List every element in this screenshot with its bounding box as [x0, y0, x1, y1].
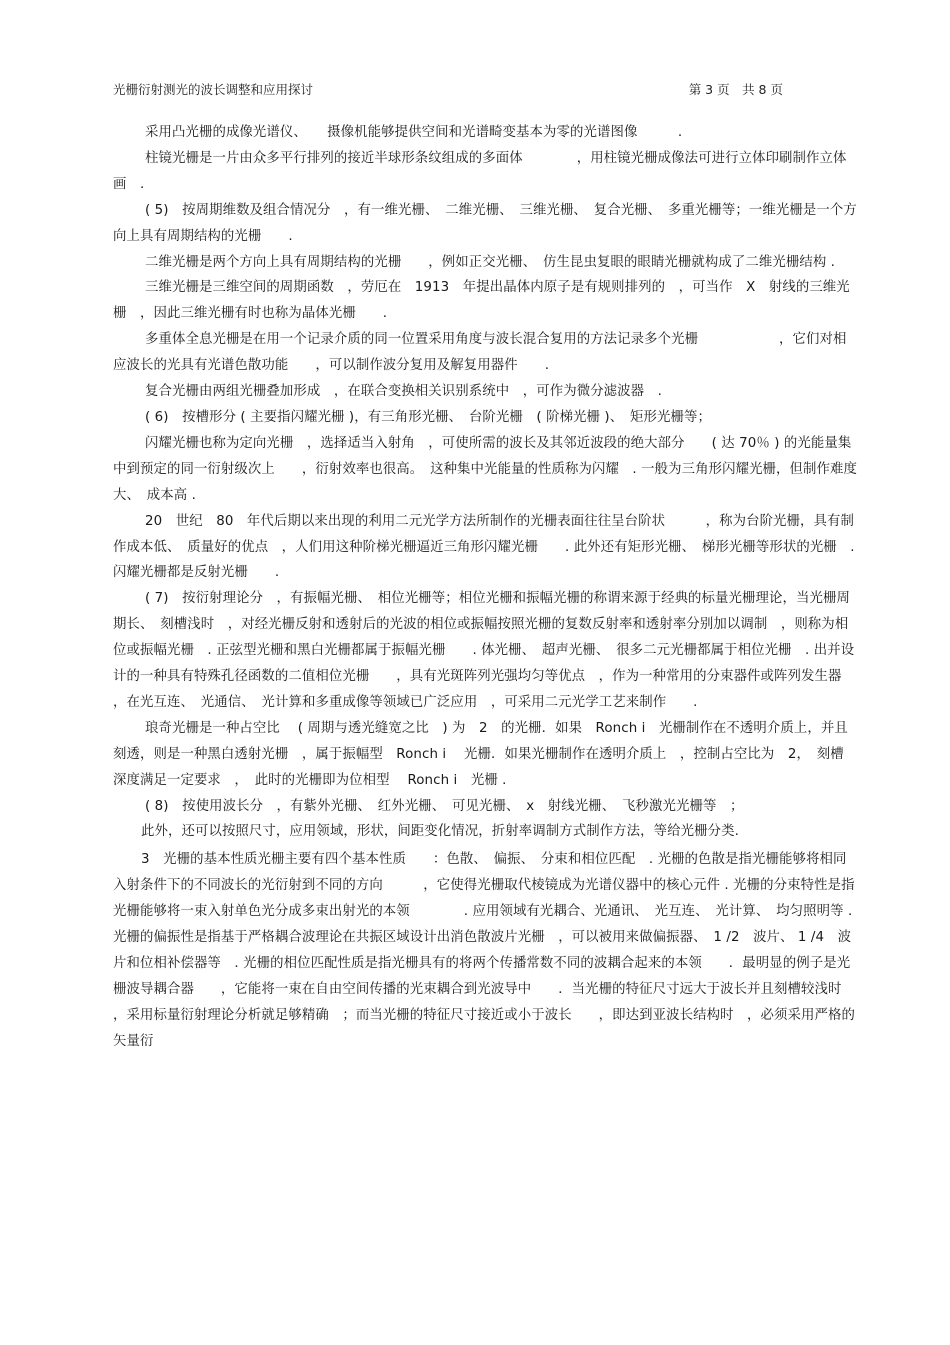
paragraph: 复合光栅由两组光栅叠加形成 ，在联合变换相关识别系统中 ，可作为微分滤波器 .: [145, 384, 662, 400]
paragraph: 柱镜光栅是一片由众多平行排列的接近半球形条纹组成的多面体 ，用柱镜光栅成像法可进行立体印刷制作立体画 .: [113, 150, 847, 192]
section-paragraph: 3 光栅的基本性质光栅主要有四个基本性质 ：色散、 偏振、 分束和相位匹配 . 光栅的色散是指光栅能够将相同入射条件下的不同波长的光衍射到不同的方向 ，它使得光栅取代棱镜成为光谱仪器中的核心元件 . 光栅的分束特性是指光栅能够将一束入射单色光分成多束出射光的本领 . 应用领域有光耦合、光通讯、 光互连、 光计算、 均匀照明等 . 光栅的偏振性是指基于严格耦合波理论在共振区域设计出消色散波片光栅 ，可以被用来做偏振器、 1 /2 波片、 1 /4 波片和位相补偿器等 . 光栅的相位匹配性质是指光栅具有的将两个传播常数不同的波耦合起来的本领 ．最明显的例子是光栅波导耦合器 ，它能将一束在自由空间传播的光束耦合到光波导中 ．当光栅的特征尺寸远大于波长并且刻槽较浅时 ，采用标量衍射理论分析就足够精确 ；而当光栅的特征尺寸接近或小于波长 ，即达到亚波长结构时 ，必须采用严格的矢量衍: [113, 852, 869, 1049]
paragraph: 三维光栅是三维空间的周期函数 ，劳厄在 1913 年提出晶体内原子是有规则排列的 ，可当作 X 射线的三维光栅 ，因此三维光栅有时也称为晶体光栅 .: [113, 280, 850, 322]
document-title: 光栅衍射测光的波长调整和应用探讨: [113, 82, 314, 97]
paragraph: ( 8) 按使用波长分 ，有紫外光栅、 红外光栅、 可见光栅、 x 射线光栅、 飞秒激光光栅等 ；: [145, 798, 744, 814]
paragraph: ( 6) 按槽形分 ( 主要指闪耀光栅 )，有三角形光栅、 台阶光栅 ( 阶梯光栅 )、 矩形光栅等；: [145, 409, 711, 425]
paragraph: 二维光栅是两个方向上具有周期结构的光栅 ，例如正交光栅、 仿生昆虫复眼的眼睛光栅就构成了二维光栅结构 .: [145, 254, 836, 270]
paragraph: 此外，还可以按照尺寸，应用领域，形状，间距变化情况，折射率调制方式制作方法，等给光栅分类.: [141, 824, 739, 840]
paragraph: ( 7) 按衍射理论分 ，有振幅光栅、 相位光栅等；相位光栅和振幅光栅的称谓来源于经典的标量光栅理论，当光栅周期长、 刻槽浅时 ，对经光栅反射和透射后的光波的相位或振幅按照光栅的复数反射率和透射率分别加以调制 ，则称为相位或振幅光栅 . 正弦型光栅和黑白光栅都属于振幅光栅 . 体光栅、 超声光栅、 很多二元光栅都属于相位光栅 . 出并设计的一种具有特殊孔径函数的二值相位光栅 ，具有光斑阵列光强均匀等优点 ，作为一种常用的分束器件或阵列发生器 ，在光互连、 光通信、 光计算和多重成像等领域已广泛应用 ，可采用二元光学工艺来制作 .: [113, 591, 869, 710]
page-number: 第 3 页 共 8 页: [688, 82, 783, 97]
paragraph: 20 世纪 80 年代后期以来出现的利用二元光学方法所制作的光栅表面往往呈台阶状 ，称为台阶光栅，具有制作成本低、 质量好的优点 ，人们用这种阶梯光栅逼近三角形闪耀光栅 . 此外还有矩形光栅、 梯形光栅等形状的光栅 . 闪耀光栅都是反射光栅 .: [113, 513, 855, 581]
paragraph: 多重体全息光栅是在用一个记录介质的同一位置采用角度与波长混合复用的方法记录多个光栅 ，它们对相应波长的光具有光谱色散功能 ，可以制作波分复用及解复用器件 .: [113, 332, 847, 374]
document-body: [113, 120, 869, 1055]
paragraph: 琅奇光栅是一种占空比 ( 周期与透光缝宽之比 ) 为 2 的光栅．如果 Ronch i 光栅制作在不透明介质上，并且刻透，则是一种黑白透射光栅 ，属于振幅型 Ronch i 光栅．如果光栅制作在透明介质上 ，控制占空比为 2， 刻槽深度满足一定要求 ， 此时的光栅即为位相型 Ronch i 光栅 .: [113, 720, 848, 788]
paragraph: ( 5) 按周期维数及组合情况分 ，有一维光栅、 二维光栅、 三维光栅、 复合光栅、 多重光栅等；一维光栅是一个方向上具有周期结构的光栅 .: [113, 202, 857, 244]
paragraph: 闪耀光栅也称为定向光栅 ，选择适当入射角 ，可使所需的波长及其邻近波段的绝大部分 ( 达 70％ ) 的光能量集中到预定的同一衍射级次上 ，衍射效率也很高。 这种集中光能量的性质称为闪耀 . 一般为三角形闪耀光栅，但制作难度大、 成本高 .: [113, 435, 857, 503]
paragraph: 采用凸光栅的成像光谱仪、 摄像机能够提供空间和光谱畸变基本为零的光谱图像 .: [145, 125, 683, 140]
